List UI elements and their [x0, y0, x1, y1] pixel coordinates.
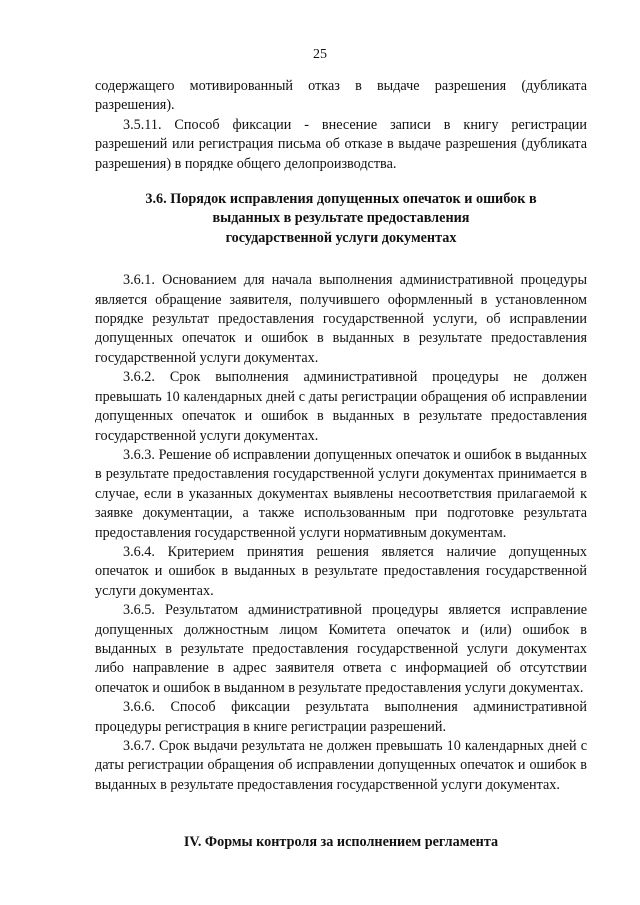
document-body — [95, 77, 587, 853]
section-heading-line: 3.6. Порядок исправления допущенных опечаток и ошибок в — [145, 191, 537, 208]
paragraph-3-6-4: 3.6.4. Критерием принятия решения является наличие допущенных опечаток и ошибок в выданных в результате предоставления государственной услуги документах. — [95, 543, 587, 599]
paragraph-3-6-5: 3.6.5. Результатом административной процедуры является исправление допущенных должностным лицом Комитета опечаток и (или) ошибок в выданных в результате предоставления государственной услуги документах либо направление в адрес заявителя ответа с информацией об отсутствии опечаток и ошибок в выданном в результате предоставления услуги документах. — [95, 602, 587, 696]
paragraph-3-5-11: 3.5.11. Способ фиксации - внесение записи в книгу регистрации разрешений или регистрация письма об отказе в выдаче разрешения (дубликата разрешения) в порядке общего делопроизводства. — [95, 116, 587, 172]
paragraph-3-6-1: 3.6.1. Основанием для начала выполнения административной процедуры является обращение заявителя, получившего оформленный в установленном порядке результат предоставления государственной услуги, об исправлении допущенных опечаток и ошибок в выданных в результате предоставления государственной услуги документах. — [95, 272, 587, 366]
section-heading-line: государственной услуги документах — [225, 229, 457, 246]
paragraph-3-6-7: 3.6.7. Срок выдачи результата не должен превышать 10 календарных дней с даты регистрации обращения об исправлении допущенных опечаток и ошибок в выданных в результате предоставления государственной услуги документах. — [95, 738, 587, 793]
section-heading-3-6 — [95, 190, 587, 248]
paragraph-3-6-2: 3.6.2. Срок выполнения административной процедуры не должен превышать 10 календарных дней с даты регистрации обращения об исправлении допущенных опечаток и ошибок в выданных в результате предоставления государственной услуги документах. — [95, 369, 587, 444]
paragraph-3-6-3: 3.6.3. Решение об исправлении допущенных опечаток и ошибок в выданных в результате предоставления государственной услуги документах принимается в случае, если в указанных документах выявлены несоответствия прилагаемой к заявке документации, а также использованным при подготовке результата предоставления государственной услуги нормативным документам. — [95, 446, 587, 541]
section-heading-4: IV. Формы контроля за исполнением регламента — [183, 834, 499, 851]
paragraph-continuation: содержащего мотивированный отказ в выдаче разрешения (дубликата разрешения). — [95, 78, 587, 114]
page-number: 25 — [313, 47, 327, 62]
section-heading-line: выданных в результате предоставления — [212, 210, 470, 227]
paragraph-3-6-6: 3.6.6. Способ фиксации результата выполнения административной процедуры регистрация в книге регистрации разрешений. — [95, 699, 587, 735]
